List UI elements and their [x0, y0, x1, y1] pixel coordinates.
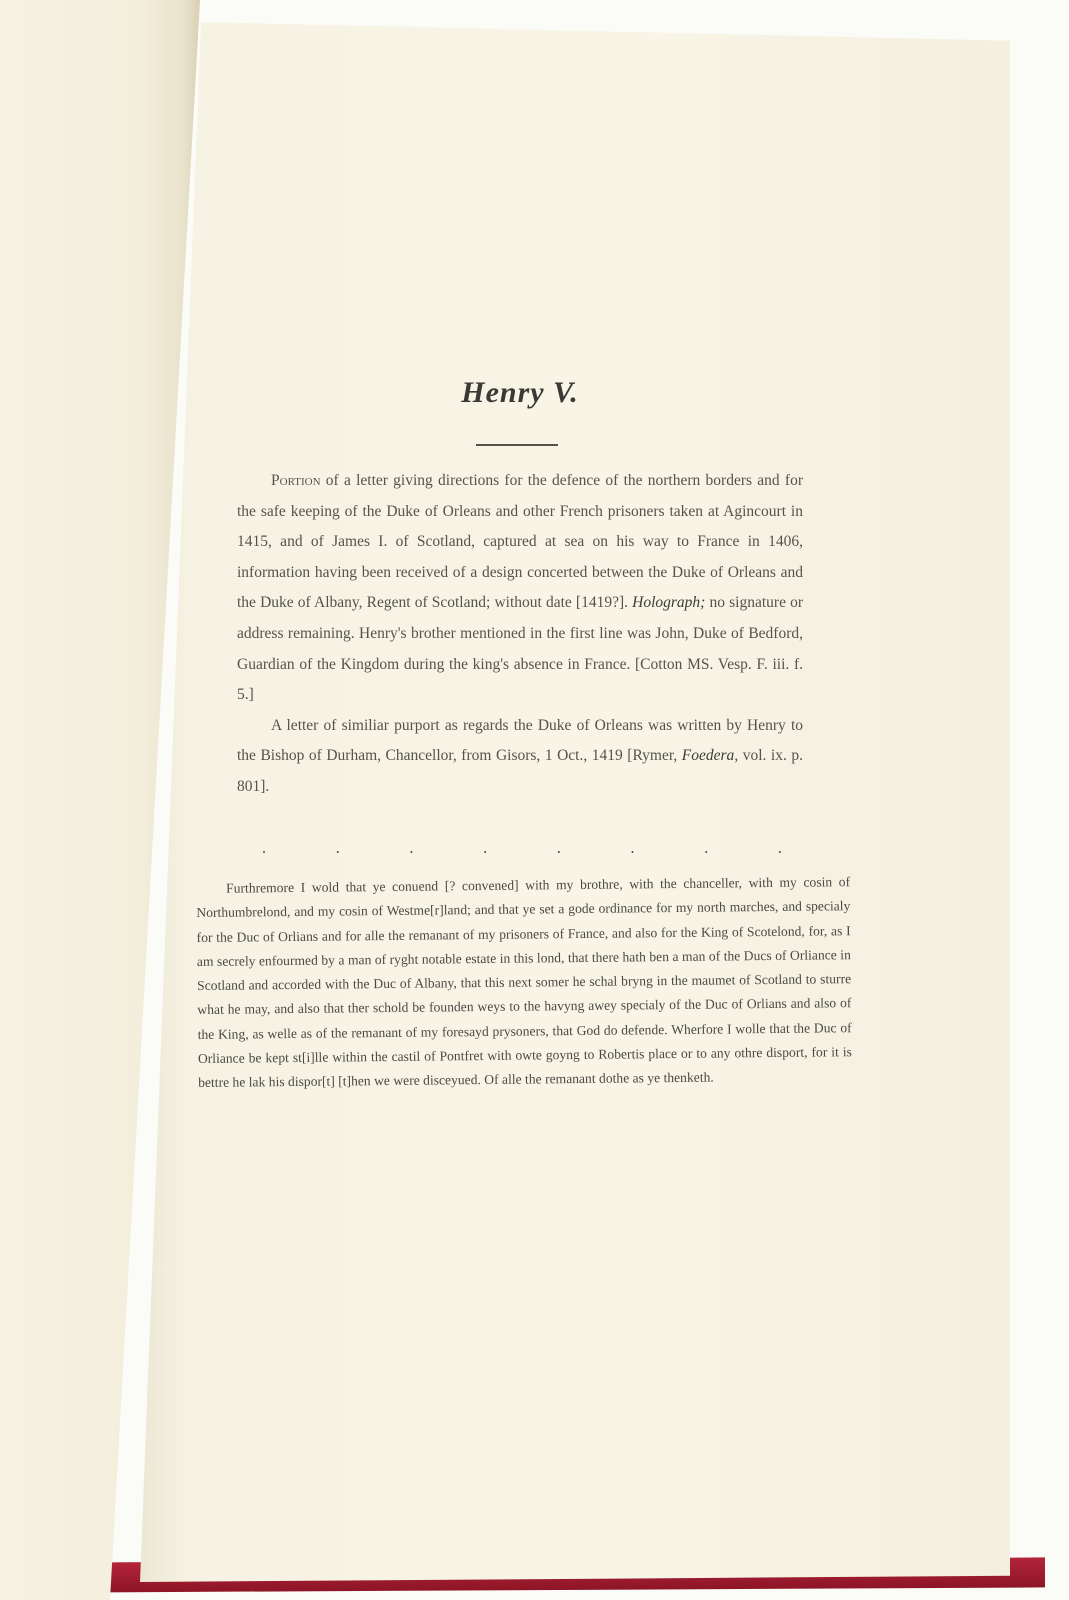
dot: . [483, 840, 488, 857]
dot: . [335, 840, 340, 857]
dot: . [777, 840, 782, 857]
foedera-title: Foedera [681, 747, 735, 765]
dot: . [262, 840, 266, 857]
ellipsis-dots [262, 840, 782, 857]
holograph-label: Holograph; [632, 594, 706, 612]
title-rule [476, 444, 558, 446]
dot: . [630, 840, 635, 857]
letter-paragraph: Furthremore I wold that ye conuend [? convened] with my brothre, with the chanceller, with my cosin of Northumbrelond, and my cosin of Westme[r]land; and that ye set a gode ordinance for my north marches, and specialy for the Duc of Orlians and for alle the remanant of my prisoners of France, and also for the King of Scotelond, for, as I am secrely enfourmed by a man of ryght notable estate in this lond, that there hath ben a man of the Ducs of Orliance in Scotland and accorded with the Duc of Albany, that this next somer he schal bryng in the maumet of Scotland to sturre what he may, and also that ther schold be founden weys to the havyng awey specialy of the Duc of Orlians and also of the King, as welle as of the remanant of my foresayd prysoners, that God do defende. Wherfore I wolle that the Duc of Orliance be kept st[i]lle within the castil of Pontfret with owte goyng to Robertis place or to any othre disport, for it is bettre he lak his dispor[t] [t]hen we were disceyued. Of alle the remanant dothe as ye thenketh. [196, 874, 852, 1091]
intro-p1-tail: no signature or address remaining. Henry's brother mentioned in the first line was John, Duke of Bedford, Guardian of the Kingdom during the king's absence in France. [Cotton MS. Vesp. F. iii. f. 5.] [237, 594, 804, 704]
intro-p1-body: of a letter giving directions for the defence of the northern borders and for the safe keeping of the Duke of Orleans and other French prisoners taken at Agincourt in 1415, and of James I. of Scotland, captured at sea on his way to France in 1406, information having been received of a design concerted between the Duke of Orleans and the Duke of Albany, Regent of Scotland; without date [1419?]. [237, 472, 803, 612]
intro-paragraph-2 [237, 711, 803, 803]
dot: . [704, 840, 709, 857]
dot: . [409, 840, 414, 857]
dot: . [556, 840, 561, 857]
intro-text [237, 466, 803, 803]
page-title: Henry V. [461, 376, 579, 409]
letter-transcription [196, 870, 852, 1096]
intro-p2-body: A letter of similiar purport as regards the Duke of Orleans was written by Henry to the Bishop of Durham, Chancellor, from Gisors, 1 Oct., 1419 [Rymer, [237, 716, 803, 765]
intro-lead-word: Portion [271, 472, 321, 489]
intro-paragraph-1 [237, 466, 803, 711]
intro-p2-tail: , vol. ix. p. 801]. [237, 747, 803, 795]
